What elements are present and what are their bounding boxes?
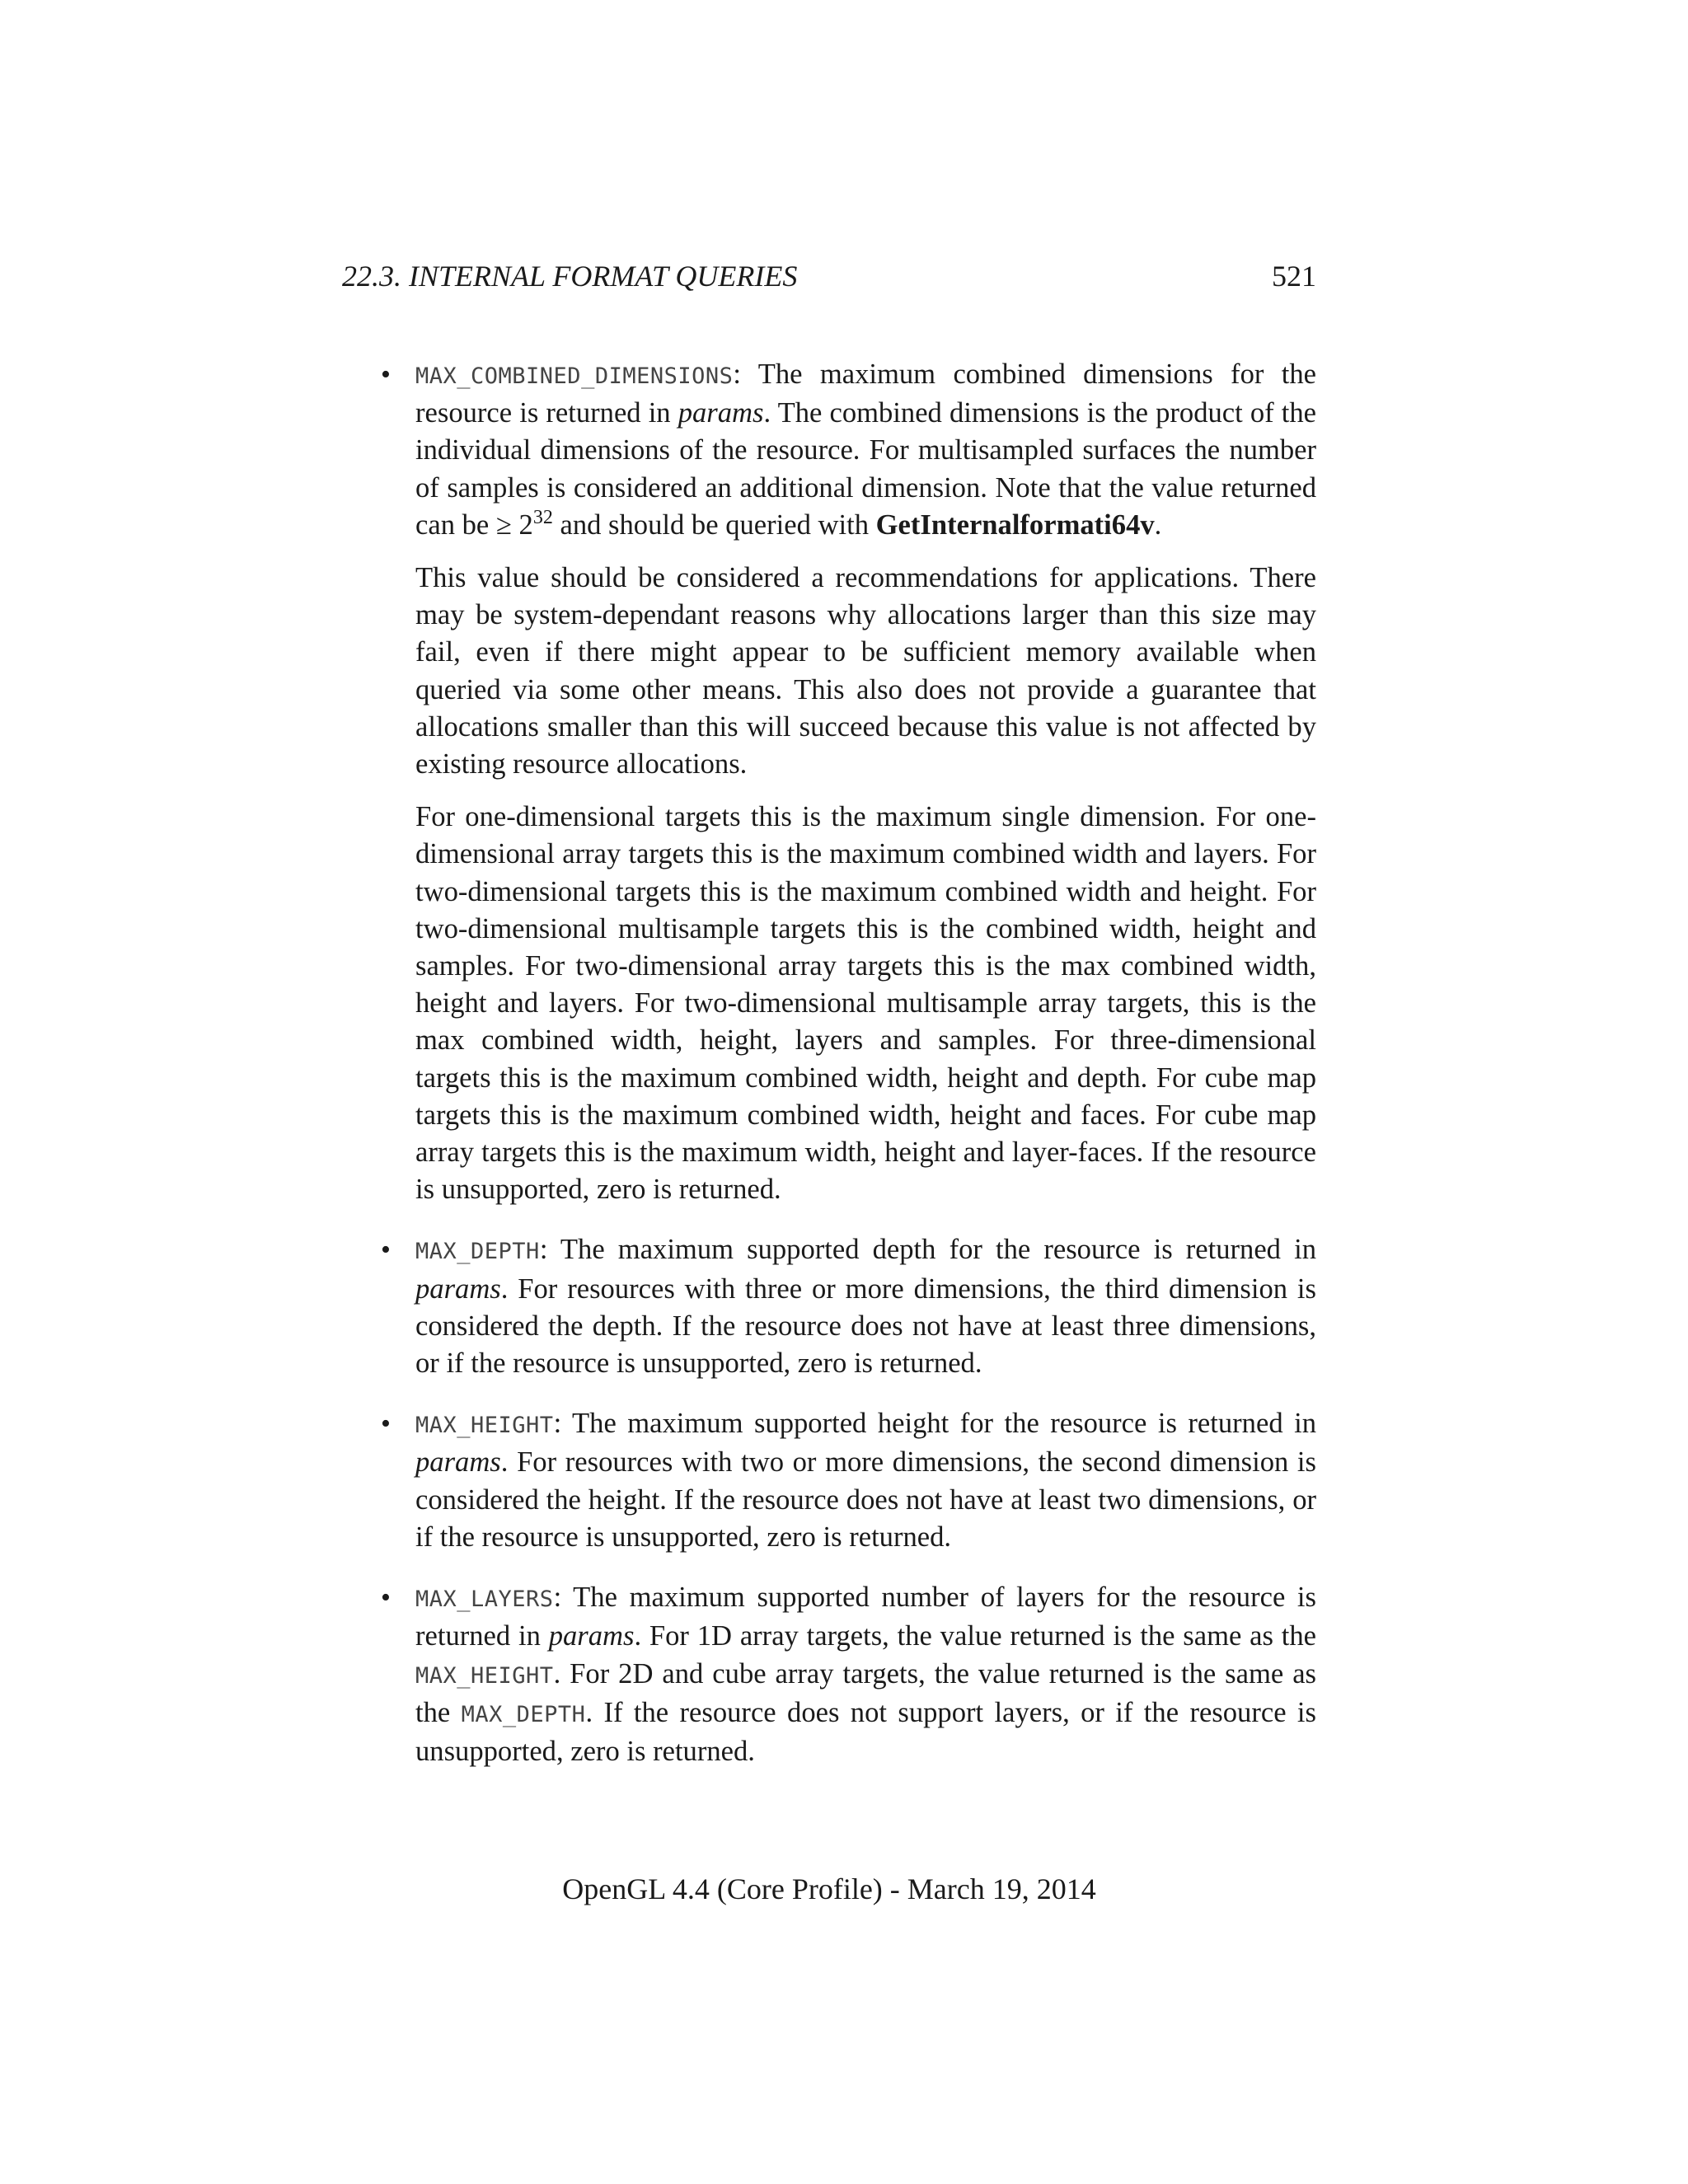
paragraph <box>415 356 1316 544</box>
paragraph <box>415 799 1316 1208</box>
text-run: and should be queried with <box>552 509 876 541</box>
text-run: : The maximum combined dimensions for the resource is returned in <box>415 359 1316 429</box>
bullet-icon: • <box>381 1582 391 1614</box>
text-run: . The combined dimensions is the product of the individual dimensions of the resource. For multisampled surfaces the number of samples is considered an additional dimension. Note that the value returned can be ≥ 2 <box>415 397 1317 541</box>
code-token: MAX_LAYERS <box>415 1586 554 1613</box>
superscript: 32 <box>532 506 553 528</box>
text-run: : The maximum supported number of layers for the resource is returned in <box>415 1582 1316 1652</box>
bullet-icon: • <box>381 1235 391 1266</box>
section-title: 22.3. INTERNAL FORMAT QUERIES <box>342 260 798 293</box>
text-run: . For 2D and cube array targets, the value returned is the same as the <box>415 1657 1316 1728</box>
page-footer: OpenGL 4.4 (Core Profile) - March 19, 2014 <box>562 1872 1096 1905</box>
italic-term: params <box>548 1620 635 1652</box>
list-item <box>381 1231 1316 1382</box>
bullet-icon: • <box>381 1408 391 1440</box>
text-run: . For resources with three or more dimensions, the third dimension is considered the depth. If the resource does not have at least three dimensions, or if the resource is unsupported, zero is returned. <box>415 1272 1316 1380</box>
list-item <box>381 356 1316 1208</box>
code-token: MAX_DEPTH <box>461 1701 586 1727</box>
list-item <box>381 1405 1316 1556</box>
text-run: . <box>1154 509 1162 541</box>
text-run: : The maximum supported height for the resource is returned in <box>553 1408 1316 1440</box>
text-run: For one-dimensional targets this is the maximum single dimension. For one-dimensional array targets this is the maximum combined width and layers. For two-dimensional targets this is the maximum combined width and height. For two-dimensional multisample targets this is the combined width, height and samples. For two-dimensional array targets this is the max combined width, height and layers. For two-dimensional multisample array targets, this is the max combined width, height, layers and samples. For three-dimensional targets this is the maximum combined width, height and depth. For cube map targets this is the maximum combined width, height and faces. For cube map array targets this is the maximum width, height and layer-faces. If the resource is unsupported, zero is returned. <box>415 801 1316 1206</box>
text-run: . For 1D array targets, the value returned is the same as the <box>634 1620 1316 1652</box>
code-token: MAX_HEIGHT <box>415 1413 554 1439</box>
text-run: . If the resource does not support layers, or if the resource is unsupported, zero is returned. <box>415 1696 1317 1767</box>
text-run: : The maximum supported depth for the resource is returned in <box>539 1234 1316 1266</box>
paragraph <box>415 1579 1316 1770</box>
running-header <box>342 257 1316 295</box>
text-run: This value should be considered a recommendations for applications. There may be system-dependant reasons why allocations larger than this size may fail, even if there might appear to be sufficient memory available when queried via some other means. This also does not provide a guarantee that allocations smaller than this will succeed because this value is not affected by existing resource allocations. <box>415 562 1316 780</box>
italic-term: params <box>678 397 764 429</box>
page-number: 521 <box>1272 260 1316 293</box>
list-item <box>381 1579 1316 1770</box>
italic-term: params <box>415 1446 501 1479</box>
italic-term: params <box>415 1272 501 1305</box>
paragraph <box>415 560 1316 783</box>
bullet-icon: • <box>381 359 391 390</box>
text-run: . For resources with two or more dimensions, the second dimension is considered the height. If the resource does not have at least two dimensions, or if the resource is unsupported, zero is returned. <box>415 1446 1316 1553</box>
paragraph <box>415 1405 1316 1556</box>
code-token: MAX_COMBINED_DIMENSIONS <box>415 363 734 389</box>
function-name: GetInternalformati64v <box>875 509 1155 541</box>
main-content <box>381 356 1316 1793</box>
code-token: MAX_DEPTH <box>415 1239 540 1265</box>
code-token: MAX_HEIGHT <box>415 1662 554 1689</box>
paragraph <box>415 1231 1316 1382</box>
